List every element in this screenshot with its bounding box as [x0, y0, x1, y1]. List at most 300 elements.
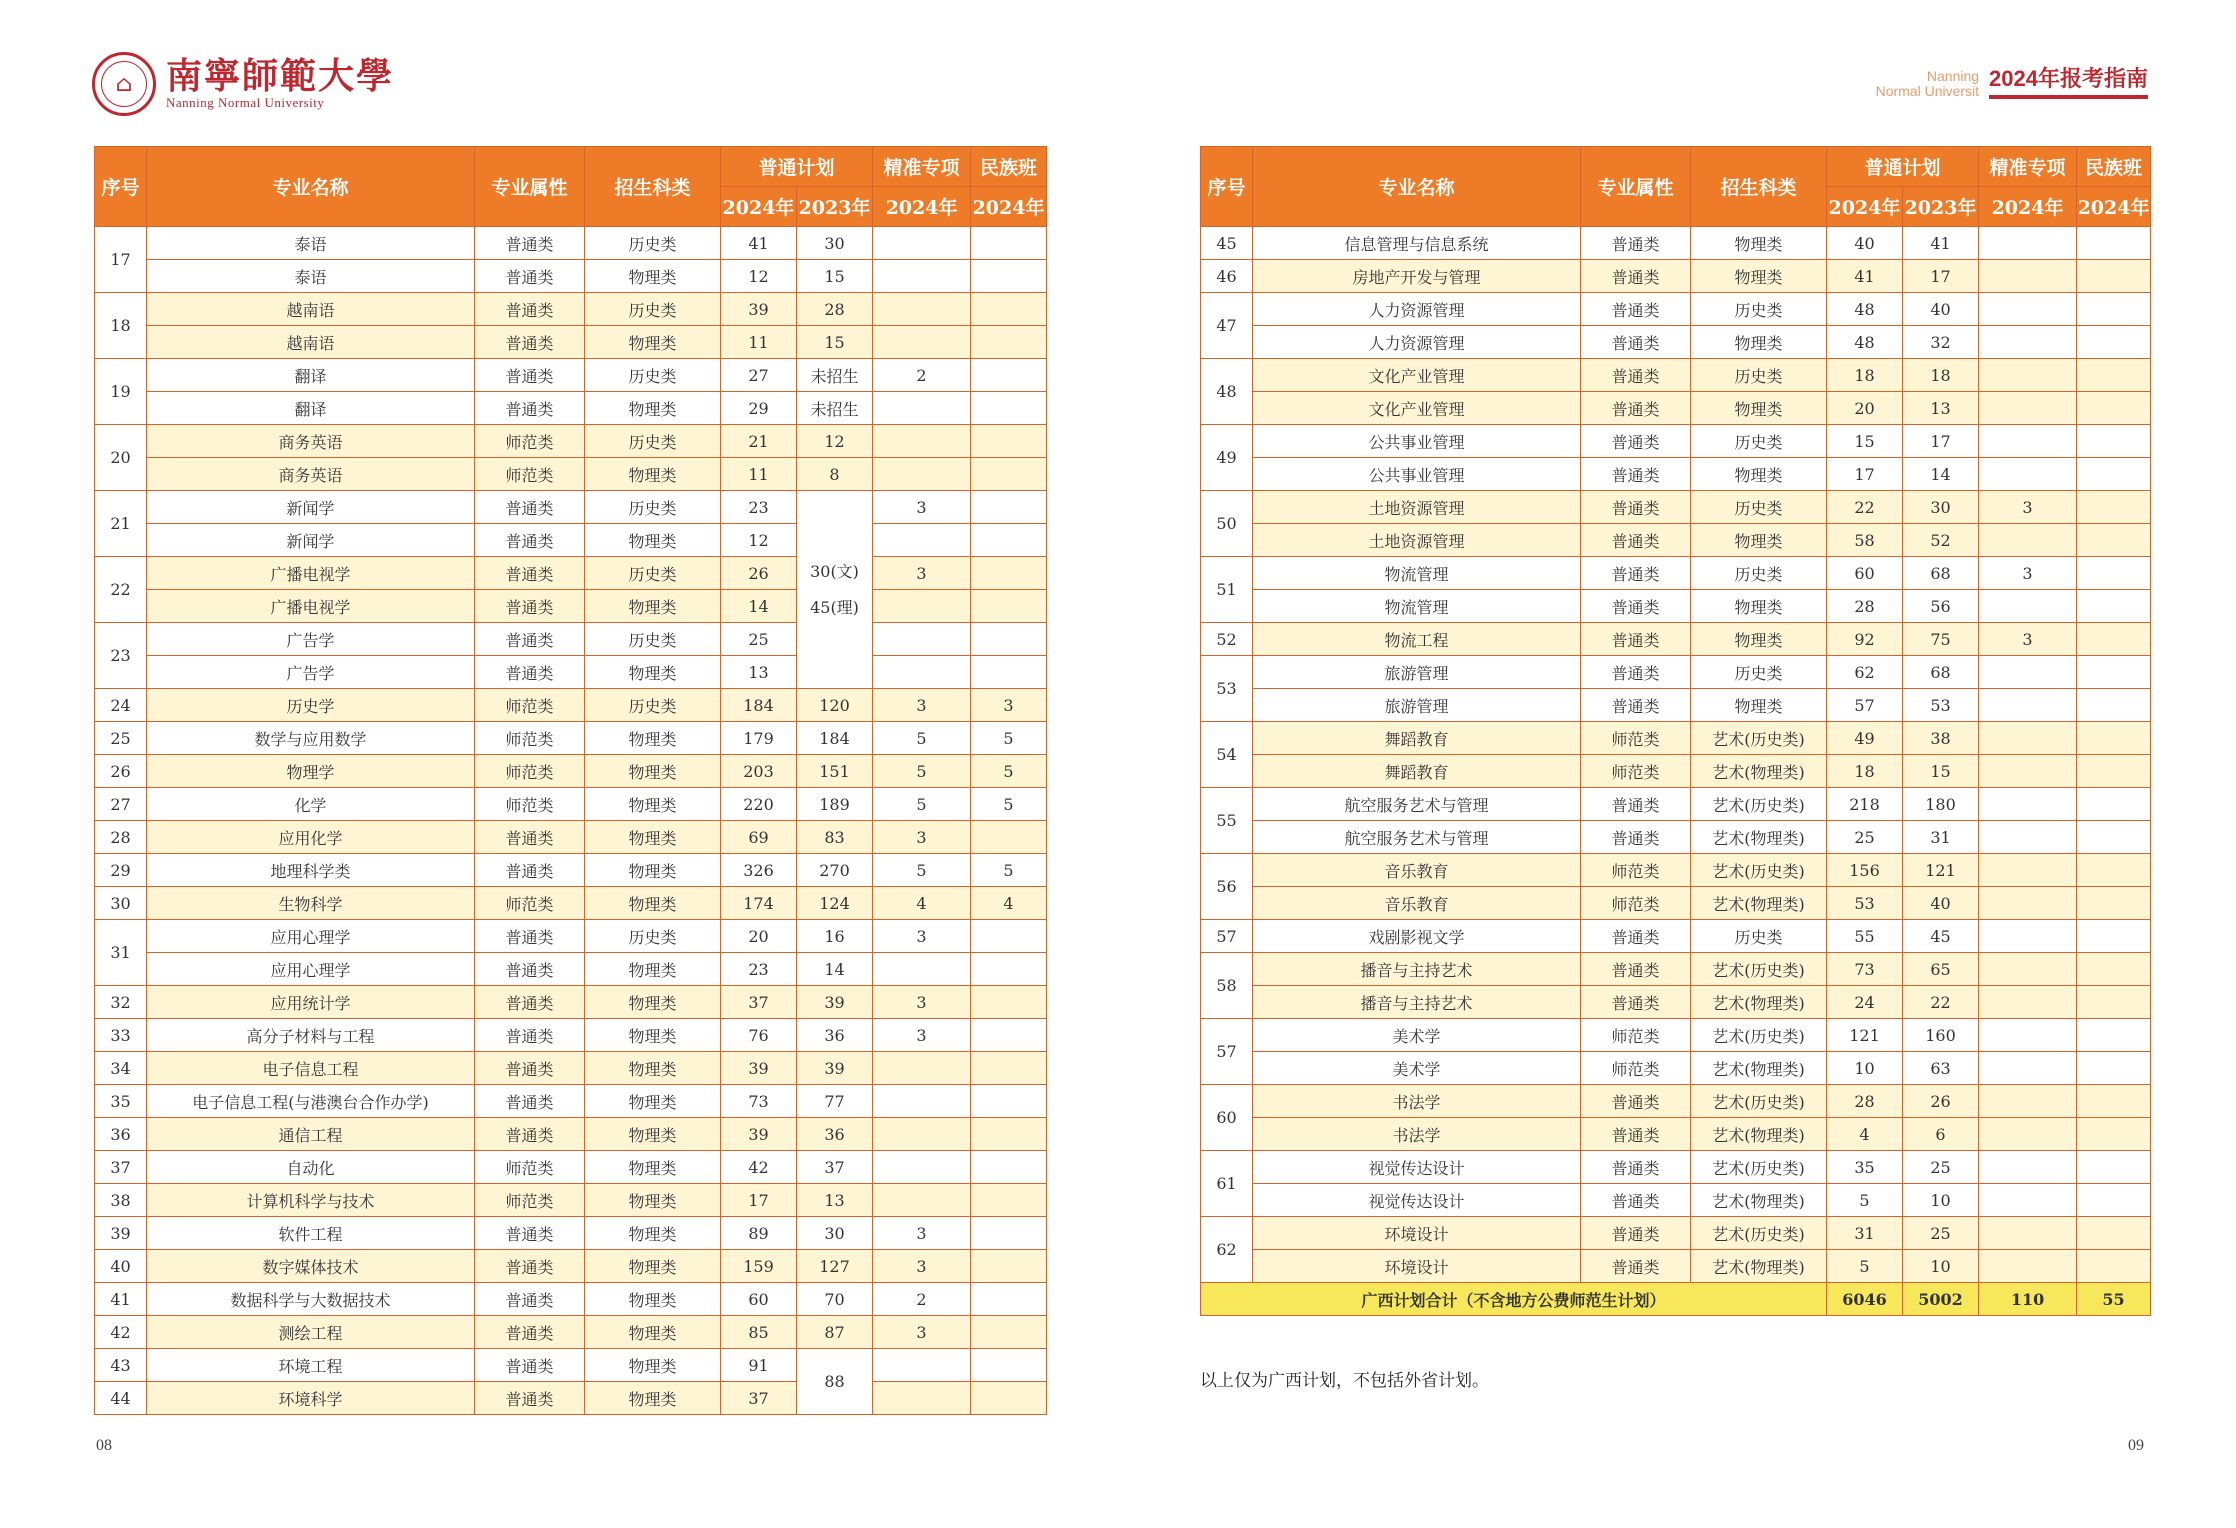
major-name: 历史学 — [147, 689, 475, 722]
ethnic-2024 — [971, 557, 1047, 590]
precise-2024 — [1979, 293, 2077, 326]
major-name: 应用心理学 — [147, 953, 475, 986]
major-name: 数据科学与大数据技术 — [147, 1283, 475, 1316]
major-attr: 普通类 — [475, 326, 585, 359]
table-row — [95, 755, 1047, 788]
row-seq: 58 — [1201, 953, 1253, 1019]
major-attr: 师范类 — [475, 788, 585, 821]
major-name: 公共事业管理 — [1253, 458, 1581, 491]
ethnic-2024 — [2077, 1184, 2151, 1217]
plan-2024: 42 — [721, 1151, 797, 1184]
plan-2024: 184 — [721, 689, 797, 722]
header-year-2024: 2024年 — [721, 187, 797, 227]
precise-2024 — [873, 1184, 971, 1217]
plan-2023 — [797, 491, 873, 689]
table-row — [1201, 524, 2151, 557]
ethnic-2024 — [971, 524, 1047, 557]
subject-category: 物理类 — [585, 524, 721, 557]
precise-2024 — [1979, 689, 2077, 722]
precise-2024 — [1979, 821, 2077, 854]
major-attr: 普通类 — [1581, 1250, 1691, 1283]
subject-category: 物理类 — [585, 458, 721, 491]
precise-2024 — [873, 656, 971, 689]
major-attr: 普通类 — [1581, 1217, 1691, 1250]
plan-2024: 58 — [1827, 524, 1903, 557]
subject-category: 物理类 — [585, 722, 721, 755]
major-name: 书法学 — [1253, 1085, 1581, 1118]
plan-2024: 220 — [721, 788, 797, 821]
major-attr: 普通类 — [475, 557, 585, 590]
table-row — [1201, 920, 2151, 953]
ethnic-2024: 3 — [971, 689, 1047, 722]
ethnic-2024 — [971, 1052, 1047, 1085]
plan-2024: 22 — [1827, 491, 1903, 524]
ethnic-2024 — [971, 1019, 1047, 1052]
ethnic-2024 — [2077, 722, 2151, 755]
precise-2024: 3 — [873, 920, 971, 953]
row-seq: 52 — [1201, 623, 1253, 656]
table-row — [95, 689, 1047, 722]
major-attr: 普通类 — [1581, 1085, 1691, 1118]
header-year-2024: 2024年 — [971, 187, 1047, 227]
row-seq: 46 — [1201, 260, 1253, 293]
subject-category: 历史类 — [1691, 656, 1827, 689]
major-attr: 师范类 — [475, 689, 585, 722]
major-attr: 普通类 — [1581, 260, 1691, 293]
plan-2024: 23 — [721, 491, 797, 524]
precise-2024 — [1979, 755, 2077, 788]
major-name: 化学 — [147, 788, 475, 821]
ethnic-2024 — [2077, 458, 2151, 491]
subject-category: 物理类 — [585, 1217, 721, 1250]
subject-category: 物理类 — [585, 755, 721, 788]
logo-chinese-name: 南寧師範大學 — [166, 55, 395, 97]
major-attr: 普通类 — [1581, 1151, 1691, 1184]
ethnic-2024 — [971, 1250, 1047, 1283]
ethnic-2024: 5 — [971, 755, 1047, 788]
ethnic-2024 — [971, 953, 1047, 986]
precise-2024 — [873, 260, 971, 293]
major-name: 新闻学 — [147, 524, 475, 557]
plan-2024: 23 — [721, 953, 797, 986]
row-seq: 22 — [95, 557, 147, 623]
header-major-name: 专业名称 — [1253, 147, 1581, 227]
precise-2024: 3 — [873, 821, 971, 854]
plan-2023: 70 — [797, 1283, 873, 1316]
major-name: 广播电视学 — [147, 590, 475, 623]
ethnic-2024 — [971, 656, 1047, 689]
precise-2024 — [873, 1052, 971, 1085]
precise-2024: 3 — [873, 557, 971, 590]
total-ethnic: 55 — [2077, 1283, 2151, 1316]
major-attr: 普通类 — [475, 1052, 585, 1085]
total-precise: 110 — [1979, 1283, 2077, 1316]
plan-2023: 189 — [797, 788, 873, 821]
precise-2024 — [1979, 1085, 2077, 1118]
row-seq: 29 — [95, 854, 147, 887]
subject-category: 艺术(物理类) — [1691, 1250, 1827, 1283]
plan-2023: 13 — [797, 1184, 873, 1217]
plan-2023: 6 — [1903, 1118, 1979, 1151]
major-name: 生物科学 — [147, 887, 475, 920]
plan-2024: 15 — [1827, 425, 1903, 458]
precise-2024: 3 — [1979, 491, 2077, 524]
subject-category: 物理类 — [585, 1085, 721, 1118]
table-row — [95, 524, 1047, 557]
major-name: 数字媒体技术 — [147, 1250, 475, 1283]
major-name: 计算机科学与技术 — [147, 1184, 475, 1217]
table-row — [95, 1250, 1047, 1283]
subject-category: 艺术(历史类) — [1691, 1217, 1827, 1250]
subject-category: 物理类 — [1691, 392, 1827, 425]
subject-category: 物理类 — [585, 1151, 721, 1184]
plan-2023: 151 — [797, 755, 873, 788]
plan-2023: 8 — [797, 458, 873, 491]
plan-2023: 13 — [1903, 392, 1979, 425]
precise-2024 — [1979, 359, 2077, 392]
plan-2024: 57 — [1827, 689, 1903, 722]
ethnic-2024 — [971, 1118, 1047, 1151]
subject-category: 艺术(历史类) — [1691, 953, 1827, 986]
major-name: 航空服务艺术与管理 — [1253, 788, 1581, 821]
ethnic-2024 — [971, 590, 1047, 623]
major-name: 土地资源管理 — [1253, 491, 1581, 524]
major-name: 数学与应用数学 — [147, 722, 475, 755]
precise-2024: 3 — [1979, 623, 2077, 656]
major-attr: 普通类 — [475, 392, 585, 425]
plan-2023: 52 — [1903, 524, 1979, 557]
table-row — [1201, 821, 2151, 854]
ethnic-2024 — [2077, 260, 2151, 293]
table-row — [1201, 1085, 2151, 1118]
ethnic-2024 — [2077, 656, 2151, 689]
major-attr: 普通类 — [1581, 986, 1691, 1019]
precise-2024: 5 — [873, 854, 971, 887]
row-seq: 54 — [1201, 722, 1253, 788]
major-attr: 普通类 — [1581, 524, 1691, 557]
plan-2023: 31 — [1903, 821, 1979, 854]
precise-2024: 5 — [873, 722, 971, 755]
row-seq: 62 — [1201, 1217, 1253, 1283]
major-name: 戏剧影视文学 — [1253, 920, 1581, 953]
ethnic-2024 — [2077, 887, 2151, 920]
header-subject: 招生科类 — [585, 147, 721, 227]
major-attr: 师范类 — [1581, 1052, 1691, 1085]
subject-category: 历史类 — [585, 920, 721, 953]
ethnic-2024 — [2077, 623, 2151, 656]
subject-category: 物理类 — [585, 326, 721, 359]
subject-category: 艺术(物理类) — [1691, 821, 1827, 854]
major-name: 越南语 — [147, 326, 475, 359]
table-row — [1201, 557, 2151, 590]
plan-2024: 39 — [721, 293, 797, 326]
plan-2024: 53 — [1827, 887, 1903, 920]
major-name: 电子信息工程(与港澳台合作办学) — [147, 1085, 475, 1118]
major-name: 应用化学 — [147, 821, 475, 854]
subject-category: 物理类 — [1691, 260, 1827, 293]
major-attr: 普通类 — [1581, 227, 1691, 260]
table-row — [1201, 887, 2151, 920]
major-attr: 普通类 — [1581, 458, 1691, 491]
table-row — [1201, 623, 2151, 656]
major-name: 翻译 — [147, 392, 475, 425]
table-row — [1201, 260, 2151, 293]
subject-category: 艺术(物理类) — [1691, 1118, 1827, 1151]
ethnic-2024 — [2077, 1118, 2151, 1151]
ethnic-2024: 4 — [971, 887, 1047, 920]
subject-category: 历史类 — [585, 689, 721, 722]
major-attr: 普通类 — [1581, 656, 1691, 689]
major-attr: 普通类 — [475, 953, 585, 986]
plan-2024: 55 — [1827, 920, 1903, 953]
table-row — [95, 1118, 1047, 1151]
plan-2023: 32 — [1903, 326, 1979, 359]
ethnic-2024 — [971, 1316, 1047, 1349]
guide-header — [1876, 62, 2148, 99]
subject-category: 物理类 — [585, 953, 721, 986]
subject-category: 物理类 — [1691, 458, 1827, 491]
major-name: 环境科学 — [147, 1382, 475, 1415]
subject-category: 物理类 — [585, 260, 721, 293]
precise-2024 — [873, 293, 971, 326]
major-name: 环境工程 — [147, 1349, 475, 1382]
major-attr: 普通类 — [1581, 689, 1691, 722]
subject-category: 物理类 — [585, 1349, 721, 1382]
table-row — [95, 1316, 1047, 1349]
ethnic-2024 — [971, 491, 1047, 524]
ethnic-2024 — [971, 1151, 1047, 1184]
major-attr: 师范类 — [1581, 722, 1691, 755]
subject-category: 物理类 — [585, 590, 721, 623]
header-major-attr: 专业属性 — [1581, 147, 1691, 227]
precise-2024: 2 — [873, 359, 971, 392]
table-row — [1201, 1052, 2151, 1085]
plan-2023: 14 — [797, 953, 873, 986]
subject-category: 艺术(物理类) — [1691, 887, 1827, 920]
subject-category: 历史类 — [585, 623, 721, 656]
table-row — [95, 491, 1047, 524]
major-name: 高分子材料与工程 — [147, 1019, 475, 1052]
plan-2023: 未招生 — [797, 392, 873, 425]
plan-2023: 124 — [797, 887, 873, 920]
major-attr: 普通类 — [475, 227, 585, 260]
row-seq: 42 — [95, 1316, 147, 1349]
subject-category: 历史类 — [1691, 293, 1827, 326]
major-attr: 普通类 — [1581, 1118, 1691, 1151]
ethnic-2024 — [971, 821, 1047, 854]
ethnic-2024 — [2077, 821, 2151, 854]
major-name: 视觉传达设计 — [1253, 1184, 1581, 1217]
precise-2024 — [873, 227, 971, 260]
row-seq: 47 — [1201, 293, 1253, 359]
subject-category: 物理类 — [585, 392, 721, 425]
subject-category: 艺术(历史类) — [1691, 722, 1827, 755]
ethnic-2024 — [971, 326, 1047, 359]
row-seq: 37 — [95, 1151, 147, 1184]
table-row — [1201, 953, 2151, 986]
table-row — [1201, 1217, 2151, 1250]
precise-2024 — [873, 1382, 971, 1415]
table-row — [1201, 458, 2151, 491]
major-attr: 普通类 — [475, 1085, 585, 1118]
plan-2024: 92 — [1827, 623, 1903, 656]
table-row — [95, 1085, 1047, 1118]
ethnic-2024 — [2077, 1250, 2151, 1283]
plan-2024: 12 — [721, 524, 797, 557]
row-seq: 30 — [95, 887, 147, 920]
plan-2024: 73 — [721, 1085, 797, 1118]
subject-category: 物理类 — [585, 1250, 721, 1283]
plan-2024: 60 — [721, 1283, 797, 1316]
major-name: 舞蹈教育 — [1253, 755, 1581, 788]
plan-2023: 39 — [797, 1052, 873, 1085]
major-attr: 普通类 — [1581, 1184, 1691, 1217]
table-row — [95, 887, 1047, 920]
major-name: 广播电视学 — [147, 557, 475, 590]
precise-2024 — [1979, 326, 2077, 359]
major-attr: 普通类 — [1581, 821, 1691, 854]
row-seq: 28 — [95, 821, 147, 854]
table-row — [1201, 590, 2151, 623]
precise-2024 — [873, 458, 971, 491]
major-name: 广告学 — [147, 623, 475, 656]
ethnic-2024 — [971, 1085, 1047, 1118]
subject-category: 艺术(物理类) — [1691, 1184, 1827, 1217]
plan-2023: 87 — [797, 1316, 873, 1349]
plan-2024: 4 — [1827, 1118, 1903, 1151]
plan-2024: 29 — [721, 392, 797, 425]
ethnic-2024 — [971, 1184, 1047, 1217]
table-row — [95, 458, 1047, 491]
major-attr: 普通类 — [1581, 425, 1691, 458]
row-seq: 35 — [95, 1085, 147, 1118]
plan-2024: 5 — [1827, 1184, 1903, 1217]
precise-2024 — [1979, 392, 2077, 425]
subject-category: 物理类 — [585, 1283, 721, 1316]
ethnic-2024 — [971, 425, 1047, 458]
major-name: 音乐教育 — [1253, 887, 1581, 920]
ethnic-2024 — [2077, 524, 2151, 557]
subject-category: 物理类 — [585, 1052, 721, 1085]
plan-2023: 17 — [1903, 425, 1979, 458]
subject-category: 物理类 — [585, 821, 721, 854]
precise-2024: 3 — [873, 986, 971, 1019]
plan-2024: 69 — [721, 821, 797, 854]
precise-2024 — [1979, 854, 2077, 887]
ethnic-2024 — [971, 1349, 1047, 1382]
subject-category: 物理类 — [585, 1184, 721, 1217]
plan-2024: 25 — [721, 623, 797, 656]
major-attr: 普通类 — [475, 1019, 585, 1052]
major-name: 通信工程 — [147, 1118, 475, 1151]
plan-2024: 17 — [1827, 458, 1903, 491]
table-row — [1201, 656, 2151, 689]
major-attr: 普通类 — [1581, 590, 1691, 623]
ethnic-2024 — [971, 1382, 1047, 1415]
table-row — [95, 260, 1047, 293]
ethnic-2024 — [971, 293, 1047, 326]
plan-2024: 20 — [721, 920, 797, 953]
major-name: 商务英语 — [147, 425, 475, 458]
subject-category: 物理类 — [585, 656, 721, 689]
header-seq: 序号 — [95, 147, 147, 227]
precise-2024 — [1979, 788, 2077, 821]
plan-2023: 40 — [1903, 293, 1979, 326]
major-name: 旅游管理 — [1253, 689, 1581, 722]
plan-2023: 270 — [797, 854, 873, 887]
header-general-plan: 普通计划 — [721, 147, 873, 187]
precise-2024 — [1979, 524, 2077, 557]
major-attr: 普通类 — [475, 524, 585, 557]
major-attr: 师范类 — [475, 1184, 585, 1217]
plan-2023: 40 — [1903, 887, 1979, 920]
row-seq: 53 — [1201, 656, 1253, 722]
ethnic-2024 — [2077, 491, 2151, 524]
table-row — [1201, 1184, 2151, 1217]
major-attr: 师范类 — [1581, 887, 1691, 920]
header-general-plan: 普通计划 — [1827, 147, 1979, 187]
table-row — [1201, 1250, 2151, 1283]
subject-category: 艺术(历史类) — [1691, 1019, 1827, 1052]
row-seq: 57 — [1201, 1019, 1253, 1085]
subject-category: 历史类 — [585, 227, 721, 260]
plan-2024: 5 — [1827, 1250, 1903, 1283]
plan-2023: 26 — [1903, 1085, 1979, 1118]
plan-2024: 159 — [721, 1250, 797, 1283]
header-year-2024: 2024年 — [1979, 187, 2077, 227]
major-name: 电子信息工程 — [147, 1052, 475, 1085]
major-name: 信息管理与信息系统 — [1253, 227, 1581, 260]
major-attr: 普通类 — [1581, 392, 1691, 425]
plan-2024: 91 — [721, 1349, 797, 1382]
precise-2024 — [873, 1349, 971, 1382]
major-name: 公共事业管理 — [1253, 425, 1581, 458]
table-row — [95, 1151, 1047, 1184]
major-attr: 普通类 — [475, 821, 585, 854]
major-attr: 普通类 — [475, 1349, 585, 1382]
plan-2024: 85 — [721, 1316, 797, 1349]
precise-2024 — [1979, 590, 2077, 623]
table-row — [95, 1382, 1047, 1415]
plan-2024: 48 — [1827, 293, 1903, 326]
page-number-left: 08 — [96, 1437, 112, 1454]
subject-category: 物理类 — [1691, 590, 1827, 623]
table-row — [1201, 1151, 2151, 1184]
major-name: 书法学 — [1253, 1118, 1581, 1151]
plan-2023: 120 — [797, 689, 873, 722]
major-name: 播音与主持艺术 — [1253, 953, 1581, 986]
ethnic-2024 — [2077, 1052, 2151, 1085]
precise-2024: 4 — [873, 887, 971, 920]
ethnic-2024 — [971, 1217, 1047, 1250]
major-attr: 普通类 — [475, 260, 585, 293]
major-name: 土地资源管理 — [1253, 524, 1581, 557]
plan-2024: 17 — [721, 1184, 797, 1217]
ethnic-2024 — [2077, 425, 2151, 458]
major-attr: 普通类 — [475, 491, 585, 524]
major-attr: 普通类 — [1581, 557, 1691, 590]
subject-category: 物理类 — [585, 986, 721, 1019]
row-seq: 19 — [95, 359, 147, 425]
major-name: 视觉传达设计 — [1253, 1151, 1581, 1184]
header-year-2023: 2023年 — [1903, 187, 1979, 227]
row-seq: 48 — [1201, 359, 1253, 425]
major-attr: 普通类 — [475, 590, 585, 623]
table-row — [95, 1217, 1047, 1250]
major-name: 人力资源管理 — [1253, 326, 1581, 359]
row-seq: 25 — [95, 722, 147, 755]
ethnic-2024: 5 — [971, 788, 1047, 821]
